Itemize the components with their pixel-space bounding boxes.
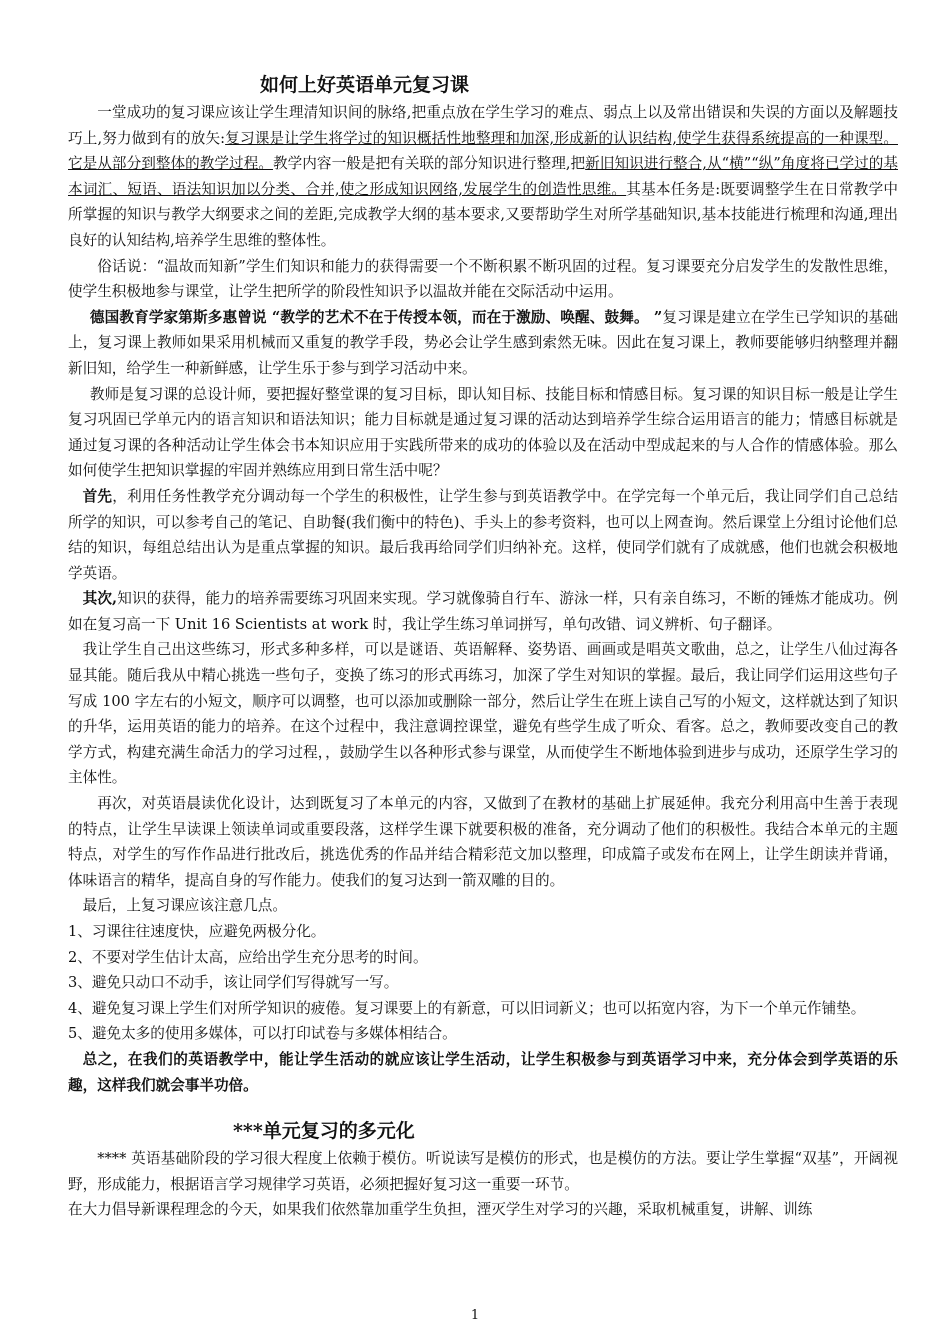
- conclusion-bold: 总之，在我们的英语教学中，能让学生活动的就应该让学生活动，让学生积极参与到英语学习中来，充分体会到学英语的乐趣，这样我们就会事半功倍。: [68, 1050, 898, 1094]
- first-rest: ，利用任务性教学充分调动每一个学生的积极性，让学生参与到英语教学中。在学完每一个单元后，我让同学们自己总结所学的知识，可以参考自己的笔记、自助餐(我们衡中的特色)、手头上的参考资料，也可以上网查询。然后课堂上分组讨论他们总结的知识，每组总结出认为是重点掌握的知识。最后我再给同学们归纳补充。这样，使同学们就有了成就感，他们也就会积极地学英语。: [68, 487, 898, 582]
- list-item: 4、避免复习课上学生们对所学知识的疲倦。复习课要上的有新意，可以旧词新义；也可以拓宽内容，为下一个单元作铺垫。: [68, 999, 866, 1017]
- list-item: 2、不要对学生估计太高，应给出学生充分思考的时间。: [68, 948, 428, 966]
- document-body: [68, 70, 898, 1223]
- paragraph-second: [68, 586, 898, 637]
- page-number: 1: [470, 1308, 480, 1323]
- paragraph-curriculum: 在大力倡导新课程理念的今天，如果我们依然靠加重学生负担，湮灭学生对学习的兴趣，采取机械重复，讲解、训练: [68, 1201, 813, 1219]
- paragraph-exercises: 我让学生自己出这些练习，形式多种多样，可以是谜语、英语解释、姿势语、画画或是唱英文歌曲，总之，让学生八仙过海各显其能。随后我从中精心挑选一些句子，变换了练习的形式再练习，加深了学生对知识的掌握。最后，我让同学们运用这些句子写成 100 字左右的小短文，顺序可以调整，也可以添加或删除一部分，然后让学生在班上读自己写的小短文，这样就达到了知识的升华，运用英语的能力的培养。在这个过程中，我注意调控课堂，避免有些学生成了听众、看客。总之，教师要改变自己的教学方式，构建充满生命活力的学习过程，，鼓励学生以各种形式参与课堂，从而使学生不断地体验到进步与成功，还原学生学习的主体性。: [68, 641, 898, 787]
- paragraph-first: [68, 484, 898, 586]
- quote-bold: 德国教育学家第斯多惠曾说 “教学的艺术不在于传授本领，而在于激励、唤醒、鼓舞。 ”: [89, 308, 663, 326]
- paragraph-designer: 教师是复习课的总设计师，要把握好整堂课的复习目标，即认知目标、技能目标和情感目标。复习课的知识目标一般是让学生复习巩固已学单元内的语言知识和语法知识；能力目标就是通过复习课的活动达到培养学生综合运用语言的能力；情感目标就是通过复习课的各种活动让学生体会书本知识应用于实践所带来的成功的体验以及在活动中型成起来的与人合作的情感体验。那么如何使学生把知识掌握的牢固并熟练应用到日常生活中呢？: [68, 385, 898, 480]
- paragraph-conclusion: [68, 1047, 898, 1098]
- intro-text-3: 其基本任务是:既要调整学生在日常教学中所掌握的知识与教学大纲要求之间的差距,完成教学大纲的基本要求,又要帮助学生对所学基础知识,基本技能进行梳理和沟通,理出良好的认知结构,培养学生思维的整体性。: [68, 180, 899, 249]
- list-item: 1、习课往往速度快，应避免两极分化。: [68, 923, 326, 940]
- paragraph-proverb: 俗话说：“温故而知新”学生们知识和能力的获得需要一个不断积累不断巩固的过程。复习课要充分启发学生的发散性思维，使学生积极地参与课堂，让学生把所学的阶段性知识予以温故并能在交际活动中运用。: [68, 257, 898, 301]
- intro-underline-1: 复习课是让学生将学过的知识概括性地整理和加深,形成新的认识结构,使学生获得系统提高的一种课型。它是从部分到整体的教学过程。: [68, 129, 898, 173]
- page-title: 如何上好英语单元复习课: [260, 74, 470, 96]
- paragraph-finally: 最后，上复习课应该注意几点。: [82, 897, 287, 915]
- intro-text: 一堂成功的复习课应该让学生理清知识间的脉络,把重点放在学生学习的难点、弱点上以及常出错误和失误的方面以及解题技巧上,努力做到有的放矢:: [68, 104, 898, 147]
- intro-underline-2: 新旧知识进行整合,从“横”“纵”角度将已学过的基本词汇、短语、语法知识加以分类、合并,使之形成知识网络,发展学生的创造性思维。: [68, 155, 898, 198]
- list-item: 3、避免只动口不动手，该让同学们写得就写一写。: [68, 974, 399, 992]
- paragraph-quote: [68, 305, 898, 382]
- first-label: 首先: [82, 487, 113, 505]
- second-label: 其次,: [82, 590, 118, 608]
- paragraph-imitation: **** 英语基础阶段的学习很大程度上依赖于模仿。听说读写是模仿的形式，也是模仿的方法。要让学生掌握“双基”，开阔视野，形成能力，根据语言学习规律学习英语，必须把握好复习这一重要一环节。: [68, 1150, 898, 1193]
- intro-text-2: 教学内容一般是把有关联的部分知识进行整理,把: [273, 155, 586, 173]
- quote-rest: 复习课是建立在学生已学知识的基础上，复习课上教师如果采用机械而又重复的教学手段，势必会让学生感到索然无味。因此在复习课上，教师要能够归纳整理并翻新旧知，给学生一种新鲜感，让学生乐于参与到学习活动中来。: [68, 308, 898, 377]
- paragraph-intro: [68, 100, 898, 254]
- paragraph-third: 再次，对英语晨读优化设计，达到既复习了本单元的内容，又做到了在教材的基础上扩展延伸。我充分利用高中生善于表现的特点，让学生早读课上领读单词或重要段落，这样学生课下就要积极的准备，充分调动了他们的积极性。我结合本单元的主题特点，对学生的写作作品进行批改后，挑选优秀的作品并结合精彩范文加以整理，印成篇子或发布在网上，让学生朗读并背诵，体味语言的精华，提高自身的写作能力。使我们的复习达到一箭双雕的目的。: [68, 795, 898, 889]
- list-item: 5、避免太多的使用多媒体，可以打印试卷与多媒体相结合。: [68, 1025, 457, 1043]
- section-title: ***单元复习的多元化: [233, 1120, 415, 1143]
- second-rest: 知识的获得，能力的培养需要练习巩固来实现。学习就像骑自行车、游泳一样，只有亲自练习，不断的锤炼才能成功。例如在复习高一下 Unit 16 Scientists at work 时，我让学生练习单词拼写，单句改错、词义辨析、句子翻译。: [68, 590, 898, 633]
